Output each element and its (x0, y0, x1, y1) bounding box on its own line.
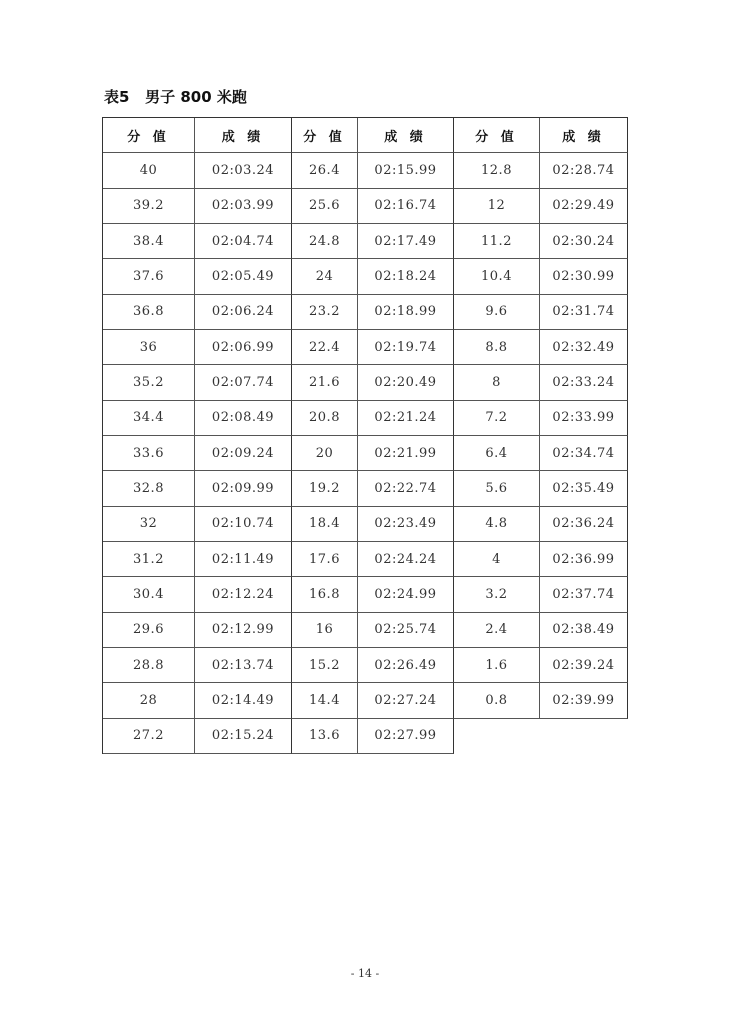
time-cell: 02:36.99 (540, 542, 628, 577)
score-cell: 9.6 (454, 295, 540, 330)
empty-cell (540, 719, 628, 754)
time-cell: 02:21.24 (358, 401, 454, 436)
score-cell: 14.4 (292, 683, 358, 718)
time-cell: 02:33.99 (540, 401, 628, 436)
time-cell: 02:27.99 (358, 719, 454, 754)
time-cell: 02:18.24 (358, 259, 454, 294)
time-cell: 02:32.49 (540, 330, 628, 365)
score-cell: 32.8 (103, 471, 195, 506)
score-table (102, 117, 628, 754)
time-cell: 02:12.24 (195, 577, 292, 612)
time-cell: 02:03.99 (195, 189, 292, 224)
time-cell: 02:09.99 (195, 471, 292, 506)
time-cell: 02:37.74 (540, 577, 628, 612)
time-cell: 02:19.74 (358, 330, 454, 365)
score-cell: 13.6 (292, 719, 358, 754)
time-cell: 02:39.99 (540, 683, 628, 718)
time-cell: 02:08.49 (195, 401, 292, 436)
header-score-1: 分 值 (103, 118, 195, 153)
time-cell: 02:30.24 (540, 224, 628, 259)
time-cell: 02:22.74 (358, 471, 454, 506)
header-time-1: 成 绩 (195, 118, 292, 153)
score-cell: 8 (454, 365, 540, 400)
score-cell: 0.8 (454, 683, 540, 718)
time-cell: 02:38.49 (540, 613, 628, 648)
score-cell: 34.4 (103, 401, 195, 436)
score-cell: 20.8 (292, 401, 358, 436)
score-cell: 12.8 (454, 153, 540, 188)
score-cell: 4 (454, 542, 540, 577)
score-cell: 36 (103, 330, 195, 365)
score-cell: 3.2 (454, 577, 540, 612)
time-cell: 02:36.24 (540, 507, 628, 542)
score-cell: 27.2 (103, 719, 195, 754)
time-cell: 02:24.24 (358, 542, 454, 577)
time-cell: 02:35.49 (540, 471, 628, 506)
time-cell: 02:29.49 (540, 189, 628, 224)
time-cell: 02:13.74 (195, 648, 292, 683)
table-title: 表5 男子 800 米跑 (104, 88, 247, 106)
time-cell: 02:15.24 (195, 719, 292, 754)
time-cell: 02:09.24 (195, 436, 292, 471)
score-cell: 15.2 (292, 648, 358, 683)
score-cell: 1.6 (454, 648, 540, 683)
time-cell: 02:34.74 (540, 436, 628, 471)
score-cell: 28.8 (103, 648, 195, 683)
score-cell: 39.2 (103, 189, 195, 224)
score-cell: 21.6 (292, 365, 358, 400)
time-cell: 02:03.24 (195, 153, 292, 188)
time-cell: 02:12.99 (195, 613, 292, 648)
score-cell: 12 (454, 189, 540, 224)
header-score-2: 分 值 (292, 118, 358, 153)
time-cell: 02:07.74 (195, 365, 292, 400)
score-cell: 30.4 (103, 577, 195, 612)
score-cell: 38.4 (103, 224, 195, 259)
score-cell: 19.2 (292, 471, 358, 506)
time-cell: 02:27.24 (358, 683, 454, 718)
time-cell: 02:14.49 (195, 683, 292, 718)
time-cell: 02:10.74 (195, 507, 292, 542)
page-number: - 14 - (350, 967, 380, 980)
empty-cell (454, 719, 540, 754)
score-cell: 5.6 (454, 471, 540, 506)
score-cell: 33.6 (103, 436, 195, 471)
time-cell: 02:21.99 (358, 436, 454, 471)
score-cell: 20 (292, 436, 358, 471)
score-cell: 25.6 (292, 189, 358, 224)
time-cell: 02:25.74 (358, 613, 454, 648)
score-cell: 22.4 (292, 330, 358, 365)
score-cell: 16.8 (292, 577, 358, 612)
time-cell: 02:23.49 (358, 507, 454, 542)
time-cell: 02:11.49 (195, 542, 292, 577)
time-cell: 02:20.49 (358, 365, 454, 400)
score-cell: 24 (292, 259, 358, 294)
time-cell: 02:15.99 (358, 153, 454, 188)
time-cell: 02:24.99 (358, 577, 454, 612)
time-cell: 02:06.24 (195, 295, 292, 330)
time-cell: 02:05.49 (195, 259, 292, 294)
score-cell: 31.2 (103, 542, 195, 577)
score-cell: 2.4 (454, 613, 540, 648)
time-cell: 02:06.99 (195, 330, 292, 365)
time-cell: 02:16.74 (358, 189, 454, 224)
score-cell: 16 (292, 613, 358, 648)
time-cell: 02:39.24 (540, 648, 628, 683)
score-cell: 24.8 (292, 224, 358, 259)
score-cell: 37.6 (103, 259, 195, 294)
score-cell: 28 (103, 683, 195, 718)
header-time-2: 成 绩 (358, 118, 454, 153)
time-cell: 02:26.49 (358, 648, 454, 683)
score-cell: 8.8 (454, 330, 540, 365)
time-cell: 02:31.74 (540, 295, 628, 330)
score-cell: 26.4 (292, 153, 358, 188)
time-cell: 02:17.49 (358, 224, 454, 259)
score-cell: 23.2 (292, 295, 358, 330)
score-cell: 7.2 (454, 401, 540, 436)
score-cell: 35.2 (103, 365, 195, 400)
score-cell: 6.4 (454, 436, 540, 471)
header-score-3: 分 值 (454, 118, 540, 153)
score-cell: 32 (103, 507, 195, 542)
score-cell: 29.6 (103, 613, 195, 648)
score-cell: 40 (103, 153, 195, 188)
score-cell: 11.2 (454, 224, 540, 259)
time-cell: 02:30.99 (540, 259, 628, 294)
time-cell: 02:33.24 (540, 365, 628, 400)
score-cell: 18.4 (292, 507, 358, 542)
header-time-3: 成 绩 (540, 118, 628, 153)
score-cell: 4.8 (454, 507, 540, 542)
time-cell: 02:04.74 (195, 224, 292, 259)
score-cell: 36.8 (103, 295, 195, 330)
score-cell: 17.6 (292, 542, 358, 577)
score-cell: 10.4 (454, 259, 540, 294)
time-cell: 02:28.74 (540, 153, 628, 188)
time-cell: 02:18.99 (358, 295, 454, 330)
